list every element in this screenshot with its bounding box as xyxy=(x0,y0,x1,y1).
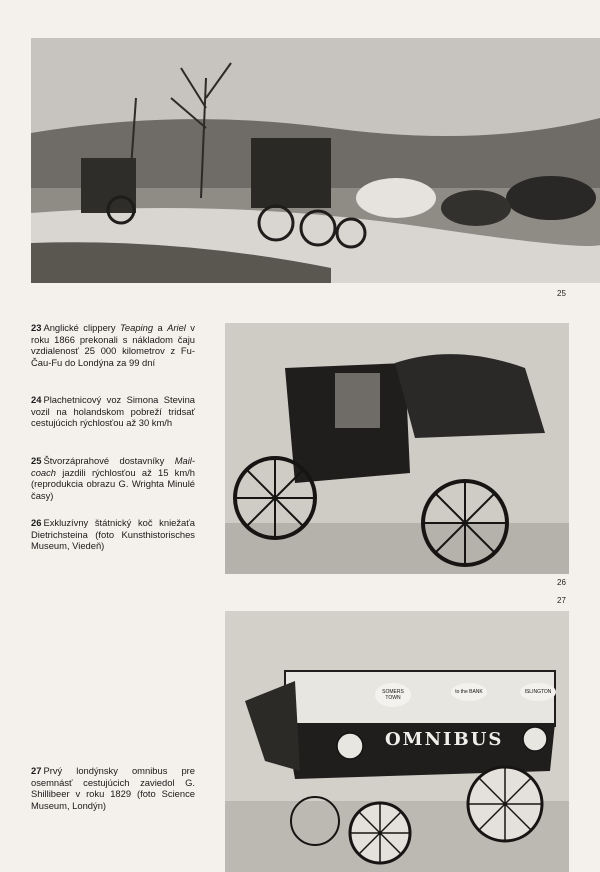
photo-state-carriage xyxy=(225,323,569,574)
figure-number-27: 27 xyxy=(557,596,566,605)
omnibus-panel-1: SOMERS TOWN xyxy=(375,683,411,707)
caption-23: 23 Anglické clippery Teaping a Ariel v roku 1866 prekonali s nákladom čaju vzdialenosť 25 000 kilometrov z Fu-Čau-Fu do Londýna za 99 dní xyxy=(31,322,195,368)
caption-25: 25 Štvorzáprahové dostavníky Mail-coach jazdili rýchlosťou až 15 km/h (reprodukcia obrazu G. Wrighta Minulé časy) xyxy=(31,455,195,501)
photo-mail-coach-painting xyxy=(31,38,600,283)
photo-omnibus xyxy=(225,611,569,872)
caption-27: 27 Prvý londýnsky omnibus pre osemnásť cestujúcich zaviedol G. Shillibeer v roku 1829 (foto Science Museum, Londýn) xyxy=(31,765,195,811)
omnibus-panel-3: ISLINGTON xyxy=(520,683,556,701)
caption-number: 25 xyxy=(31,455,42,466)
omnibus-panel-2: to the BANK xyxy=(451,683,487,701)
caption-number: 26 xyxy=(31,517,42,528)
caption-26: 26 Exkluzívny štátnický koč kniežaťa Dietrichsteina (foto Kunsthistorisches Museum, Viedeň) xyxy=(31,517,195,552)
figure-number-25: 25 xyxy=(557,289,566,298)
figure-number-26: 26 xyxy=(557,578,566,587)
caption-number: 27 xyxy=(31,765,42,776)
caption-number: 24 xyxy=(31,394,42,405)
caption-number: 23 xyxy=(31,322,42,333)
omnibus-title: OMNIBUS xyxy=(385,729,504,750)
caption-24: 24 Plachetnicový voz Simona Stevina vozil na holandskom pobreží tridsať cestujúcich rýchlosťou až 30 km/h xyxy=(31,394,195,429)
